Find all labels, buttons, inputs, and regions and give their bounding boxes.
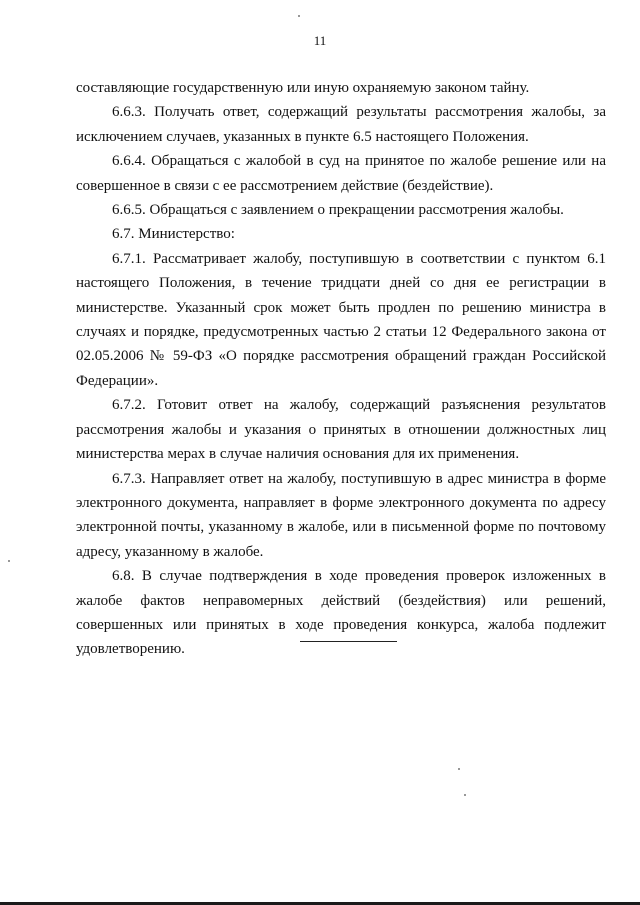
scan-speck <box>298 15 300 17</box>
end-of-text-rule <box>300 641 397 642</box>
paragraph-continuation: составляющие государственную или иную охраняемую законом тайну. <box>76 80 530 96</box>
paragraph-6-7-2: 6.7.2. Готовит ответ на жалобу, содержащий разъяснения результатов рассмотрения жалобы и указания о принятых в отношении должностных лиц министерства мерах в случае наличия основания для их применения. <box>76 397 606 463</box>
paragraph-6-7: 6.7. Министерство: <box>112 226 235 243</box>
paragraph-6-6-4: 6.6.4. Обращаться с жалобой в суд на принятое по жалобе решение или на совершенное в связи с ее рассмотрением действие (бездействие). <box>76 153 606 194</box>
paragraph-6-8: 6.8. В случае подтверждения в ходе проведения проверок изложенных в жалобе фактов неправомерных действий (бездействия) или решений, совершенных или принятых в ходе проведения конкурса, жалоба подлежит удовлетворению. <box>76 568 606 658</box>
paragraph-6-6-3: 6.6.3. Получать ответ, содержащий результаты рассмотрения жалобы, за исключением случаев, указанных в пункте 6.5 настоящего Положения. <box>76 104 606 145</box>
scan-speck <box>458 768 460 770</box>
paragraph-6-7-1: 6.7.1. Рассматривает жалобу, поступившую в соответствии с пунктом 6.1 настоящего Положения, в течение тридцати дней со дня ее регистрации в министерстве. Указанный срок может быть продлен по решению министра в случаях и порядке, предусмотренных частью 2 статьи 12 Федерального закона от 02.05.2006 № 59-ФЗ «О порядке рассмотрения обращений граждан Российской Федерации». <box>76 250 606 389</box>
page-number: 11 <box>313 33 327 48</box>
paragraph-6-6-5: 6.6.5. Обращаться с заявлением о прекращении рассмотрения жалобы. <box>112 202 564 219</box>
document-body <box>76 76 606 662</box>
scan-speck <box>464 794 466 796</box>
paragraph-6-7-3: 6.7.3. Направляет ответ на жалобу, поступившую в адрес министра в форме электронного документа, направляет в форме электронного документа по адресу электронной почты, указанному в жалобе, или в письменной форме по почтовому адресу, указанному в жалобе. <box>76 470 606 560</box>
scan-speck <box>8 560 10 562</box>
